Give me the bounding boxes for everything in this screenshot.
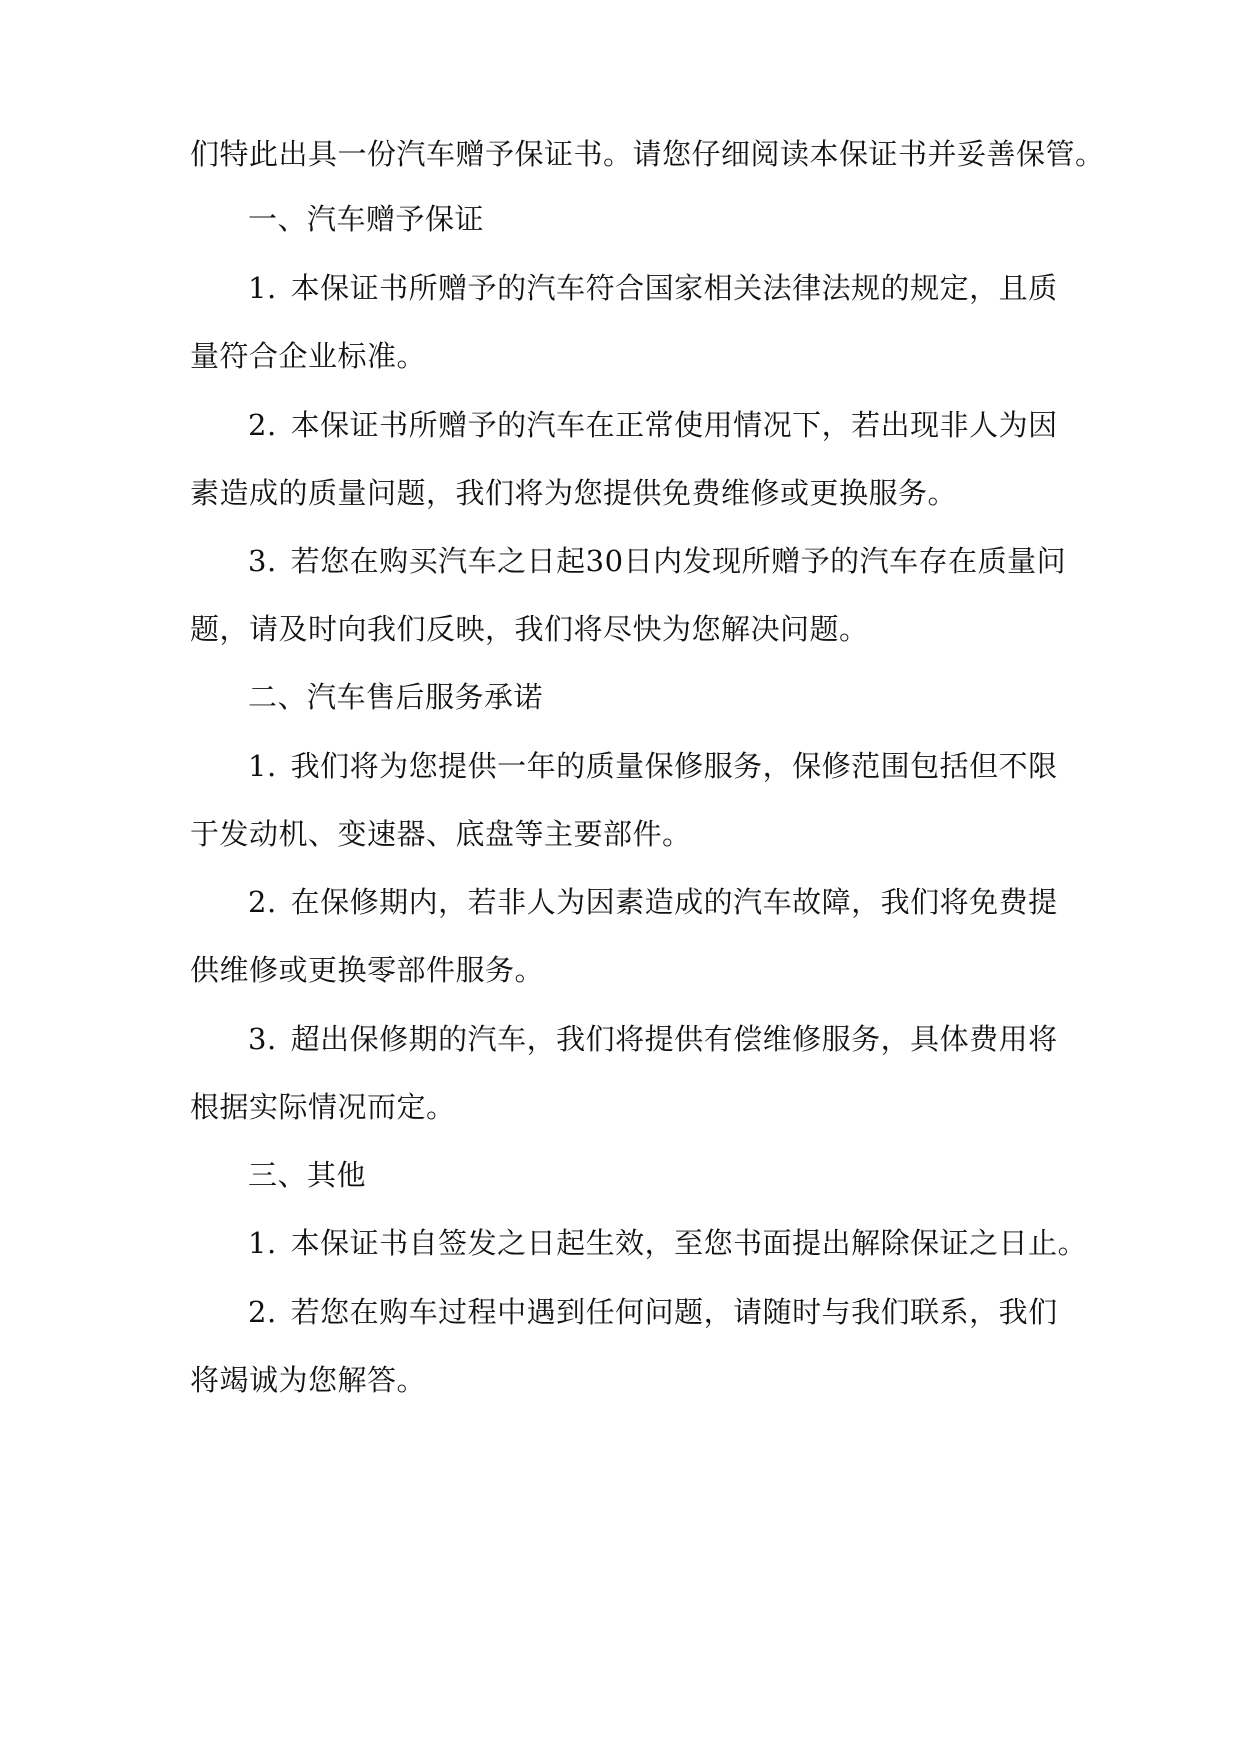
section-1-item-2	[248, 405, 1070, 445]
item-text-cont: 素造成的质量问题，我们将为您提供免费维修或更换服务。	[190, 476, 958, 510]
item-text-cont: 题，请及时向我们反映，我们将尽快为您解决问题。	[190, 612, 869, 646]
item-text: 我们将为您提供一年的质量保修服务，保修范围包括但不限	[290, 749, 1058, 783]
item-text-cont: 量符合企业标准。	[190, 339, 427, 373]
item-number: 3.	[248, 1022, 277, 1056]
intro-text: 们特此出具一份汽车赠予保证书。请您仔细阅读本保证书并妥善保管。	[190, 137, 1105, 171]
item-text: 本保证书所赠予的汽车符合国家相关法律法规的规定，且质	[290, 271, 1058, 305]
section-1-item-1	[248, 268, 1070, 308]
item-number: 2.	[248, 408, 277, 442]
item-number: 2.	[248, 1295, 277, 1329]
item-text: 本保证书自签发之日起生效，至您书面提出解除保证之日止。	[290, 1226, 1088, 1260]
section-2-heading-text: 二、汽车售后服务承诺	[248, 680, 544, 714]
item-text-cont: 于发动机、变速器、底盘等主要部件。	[190, 817, 692, 851]
section-1-item-1-cont	[190, 336, 1070, 376]
item-number: 1.	[248, 271, 277, 305]
section-3-item-2	[248, 1292, 1070, 1332]
item-text-cont: 根据实际情况而定。	[190, 1090, 456, 1124]
section-3-item-1	[248, 1223, 1088, 1263]
section-2-item-3-cont	[190, 1087, 1070, 1127]
item-number: 1.	[248, 1226, 277, 1260]
item-text: 若您在购买汽车之日起30日内发现所赠予的汽车存在质量问	[290, 544, 1067, 578]
item-text: 若您在购车过程中遇到任何问题，请随时与我们联系，我们	[290, 1295, 1058, 1329]
item-text: 超出保修期的汽车，我们将提供有偿维修服务，具体费用将	[290, 1022, 1058, 1056]
section-2-item-1	[248, 746, 1070, 786]
item-text-cont: 供维修或更换零部件服务。	[190, 953, 545, 987]
section-2-heading	[248, 677, 1128, 717]
section-2-item-2	[248, 882, 1070, 922]
item-number: 2.	[248, 885, 277, 919]
section-2-item-2-cont	[190, 950, 1070, 990]
section-3-item-2-cont	[190, 1360, 1070, 1400]
item-text: 在保修期内，若非人为因素造成的汽车故障，我们将免费提	[290, 885, 1058, 919]
item-text: 本保证书所赠予的汽车在正常使用情况下，若出现非人为因	[290, 408, 1058, 442]
item-number: 3.	[248, 544, 277, 578]
section-1-heading-text: 一、汽车赠予保证	[248, 202, 485, 236]
section-2-item-1-cont	[190, 814, 1070, 854]
section-1-item-2-cont	[190, 473, 1070, 513]
section-1-item-3-cont	[190, 609, 1070, 649]
section-2-item-3	[248, 1019, 1070, 1059]
section-3-heading-text: 三、其他	[248, 1158, 367, 1192]
section-1-heading	[248, 199, 1128, 239]
item-text-cont: 将竭诚为您解答。	[190, 1363, 427, 1397]
section-1-item-3	[248, 541, 1070, 581]
intro-line	[190, 134, 1105, 174]
section-3-heading	[248, 1155, 1128, 1195]
item-number: 1.	[248, 749, 277, 783]
